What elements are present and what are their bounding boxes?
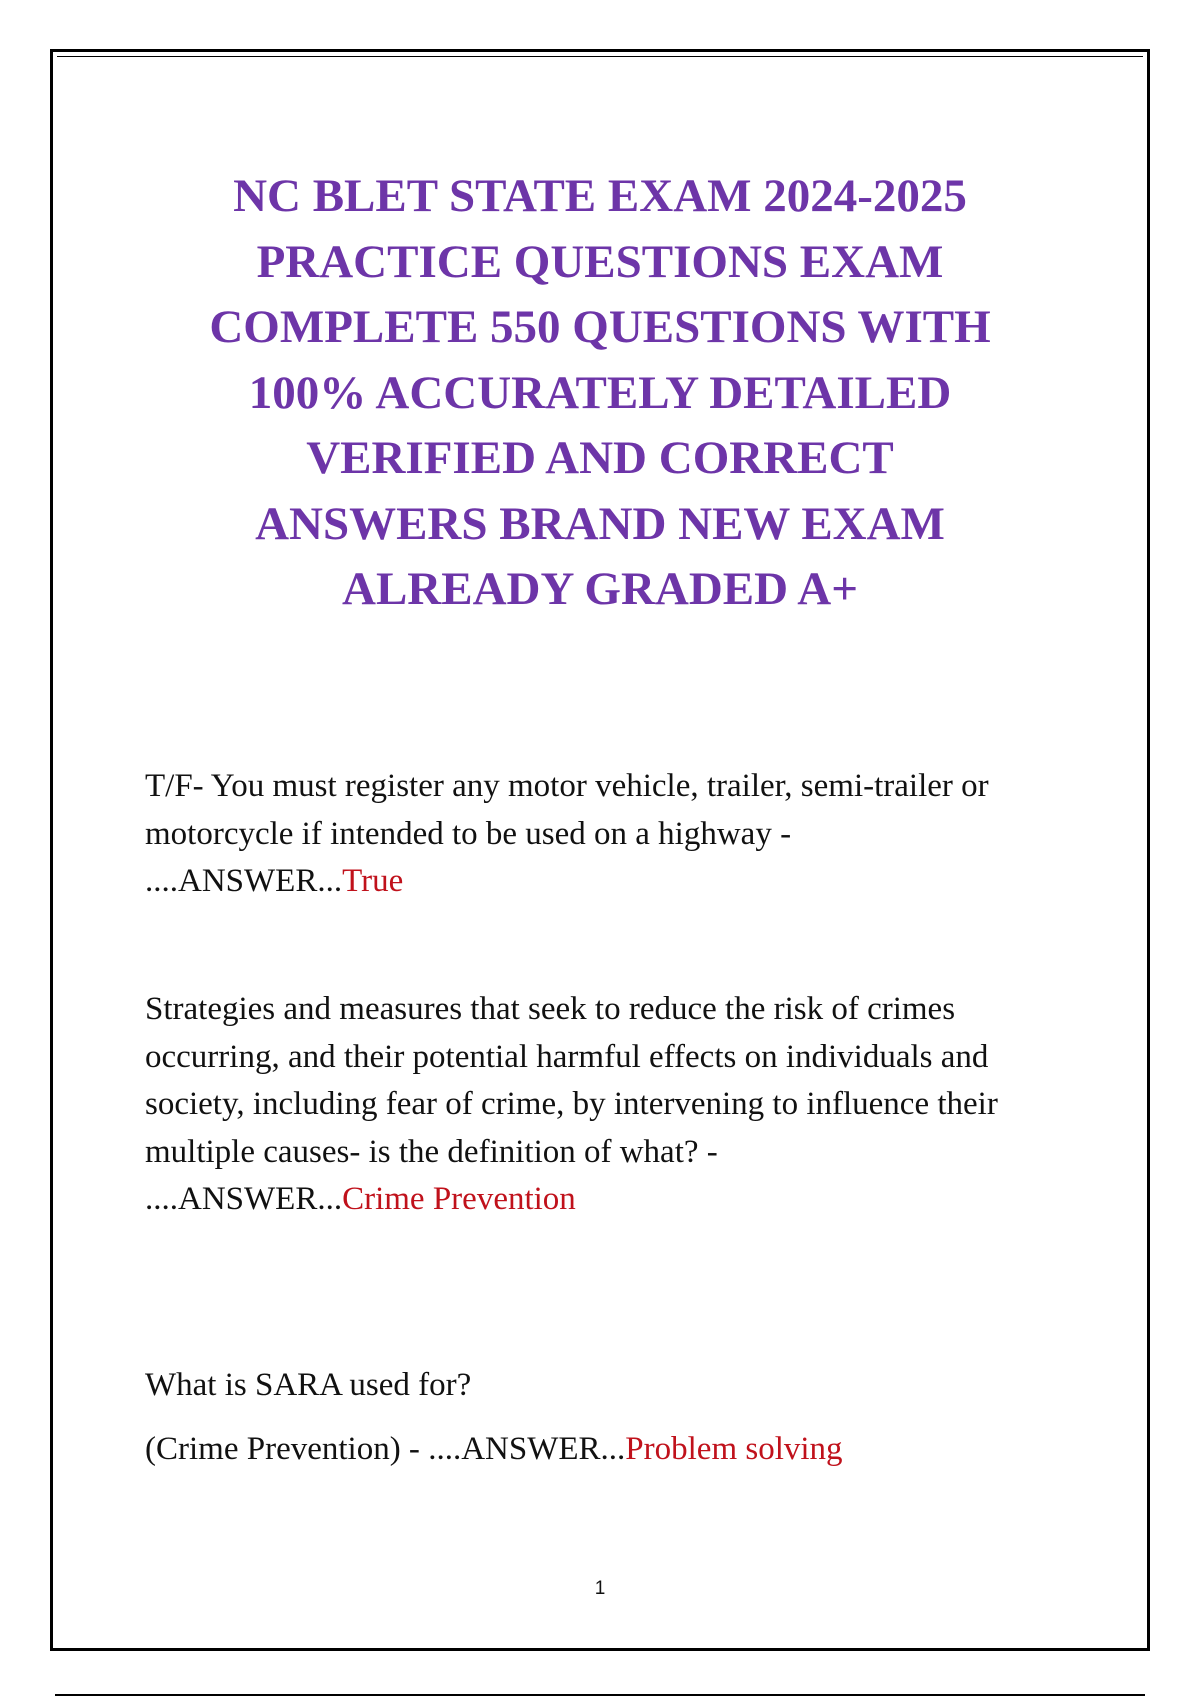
question-text: What is SARA used for? — [145, 1367, 472, 1403]
question-block — [145, 986, 1035, 1224]
title-line: NC BLET STATE EXAM 2024-2025 — [233, 170, 967, 222]
page-number: 1 — [594, 1578, 606, 1599]
answer-text: Problem solving — [625, 1431, 843, 1467]
title-line: ALREADY GRADED A+ — [342, 563, 858, 615]
title-line: 100% ACCURATELY DETAILED — [248, 366, 952, 419]
answer-text: True — [342, 863, 404, 899]
answer-prefix: ....ANSWER... — [145, 1181, 343, 1217]
title-line: ANSWERS BRAND NEW EXAM — [255, 497, 945, 550]
document-title — [100, 164, 1100, 623]
next-page-edge — [55, 1694, 1145, 1696]
question-text: Strategies and measures that seek to reduce the risk of crimes occurring, and their potential harmful effects on individuals and society, including fear of crime, by intervening to influence their multiple causes- is the definition of what? - — [145, 991, 998, 1170]
title-line: PRACTICE QUESTIONS EXAM — [256, 235, 944, 288]
title-line: COMPLETE 550 QUESTIONS WITH — [209, 301, 991, 353]
answer-prefix: ....ANSWER... — [428, 1431, 626, 1467]
question-block — [145, 763, 1035, 906]
question-text: (Crime Prevention) - — [145, 1431, 429, 1467]
question-text: T/F- You must register any motor vehicle, trailer, semi-trailer or motorcycle if intended to be used on a highway - — [145, 768, 989, 852]
title-line: VERIFIED AND CORRECT — [306, 432, 894, 484]
answer-text: Crime Prevention — [342, 1181, 576, 1217]
answer-prefix: ....ANSWER... — [145, 863, 343, 899]
question-block — [145, 1353, 1035, 1481]
